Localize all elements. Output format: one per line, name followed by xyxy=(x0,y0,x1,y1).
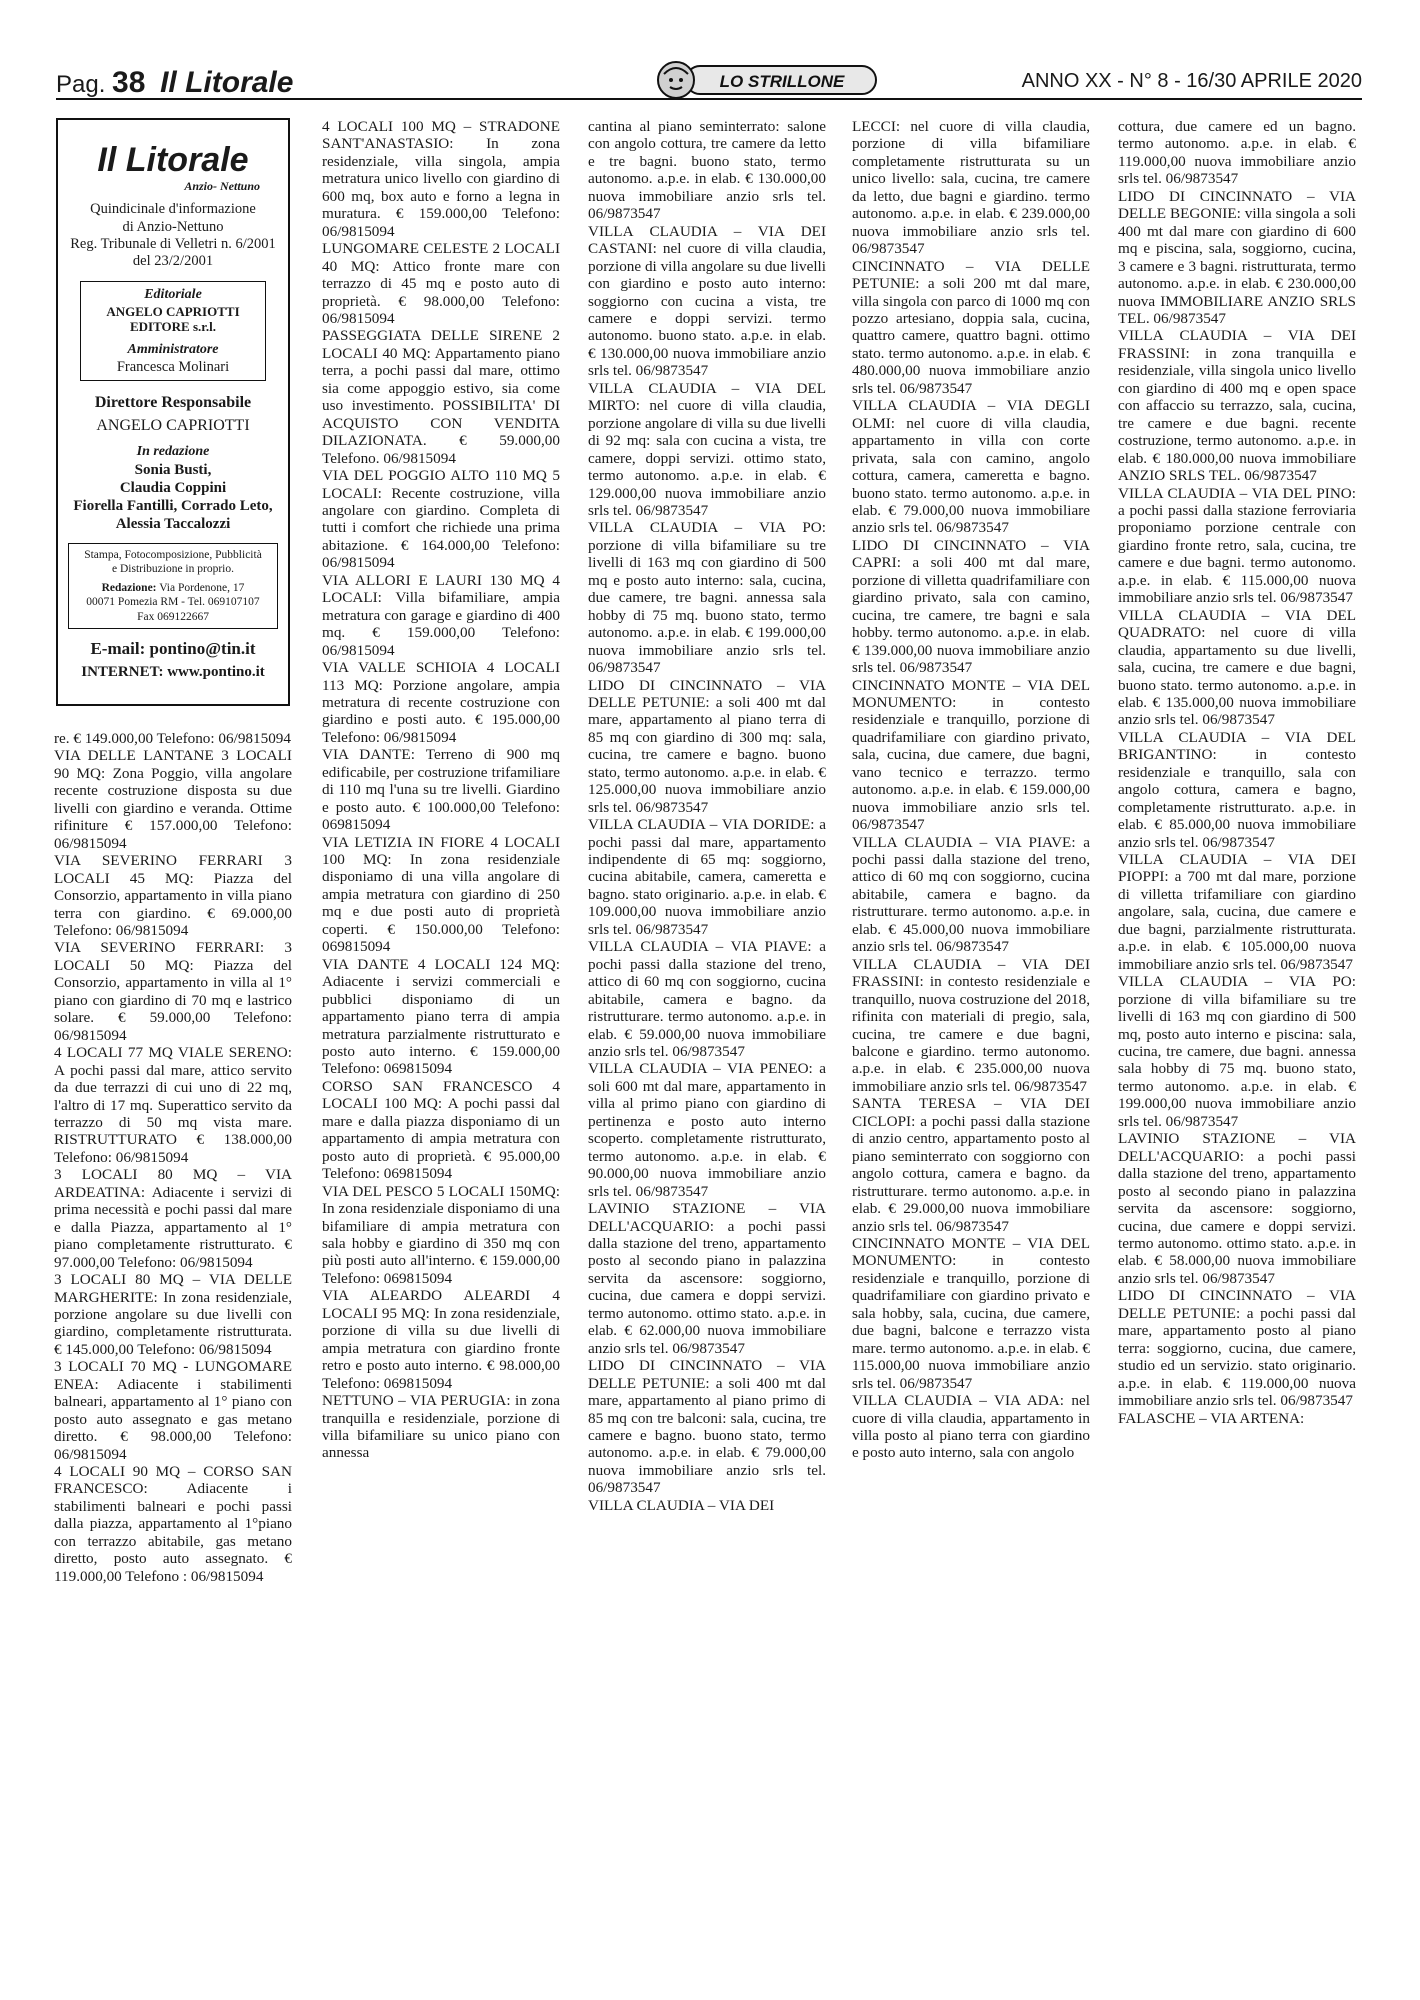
paper-name: Il Litorale xyxy=(160,66,294,99)
amministratore-label: Amministratore xyxy=(127,341,219,357)
classified-ad: LUNGOMARE CELESTE 2 LOCALI 40 MQ: Attico fronte mare con terrazzo di 45 mq e posto auto di proprietà. € 98.000,00 Telefono: 06/9815094 xyxy=(322,240,560,327)
classified-ad: cantina al piano seminterrato: salone con angolo cottura, tre camere da letto e tre bagni. buono stato, termo autonomo. a.p.e. in elab. € 130.000,00 nuova immobiliare anzio srls tel. 06/9873547 xyxy=(588,118,826,223)
classified-ad: VILLA CLAUDIA – VIA PIAVE: a pochi passi dalla stazione del treno, attico di 60 mq con soggiorno, cucina abitabile, camera e bagno. da ristrutturare. termo autonomo. a.p.e. in elab. € 45.000,00 nuova immobiliare anzio srls tel. 06/9873547 xyxy=(852,833,1090,956)
classified-ad: VILLA CLAUDIA – VIA DEI FRASSINI: in zona tranquilla e residenziale, villa singola unico livello con giardino di 400 mq e open space con affaccio su terrazzo, sala, cucina, tre camere e due bagni. recente costruzione, termo autonomo. a.p.e. in elab. € 180.000,00 nuova immobiliare ANZIO SRLS TEL. 06/9873547 xyxy=(1118,327,1356,485)
stampa-1: Stampa, Fotocomposizione, Pubblicità xyxy=(84,549,262,562)
classified-ad: VILLA CLAUDIA – VIA DEGLI OLMI: nel cuore di villa claudia, appartamento in villa con corte privata, sala con camino, angolo cottura, camera, cameretta e bagno. buono stato. termo autonomo. a.p.e. in elab. € 79.000,00 nuova immobiliare anzio srls tel. 06/9873547 xyxy=(852,397,1090,537)
masthead-info-4: del 23/2/2001 xyxy=(132,253,214,270)
direttore-label: Direttore Responsabile xyxy=(94,393,252,411)
classified-ad: 4 LOCALI 100 MQ – STRADONE SANT'ANASTASIO: In zona residenziale, villa singola, ampia metratura unico livello con giardino di 600 mq, box auto e forno a legna in muratura. € 159.000,00 Telefono: 06/9815094 xyxy=(322,118,560,240)
classified-ad: VIA SEVERINO FERRARI 3 LOCALI 45 MQ: Piazza del Consorzio, appartamento in villa piano terra con giardino. € 69.000,00 Telefono: 06/9815094 xyxy=(54,852,292,939)
classified-ad: VIA LETIZIA IN FIORE 4 LOCALI 100 MQ: In zona residenziale disponiamo di una villa angolare di ampia metratura con giardino di 250 mq e due posti auto di proprietà coperti. € 150.000,00 Telefono: 069815094 xyxy=(322,833,560,956)
classified-ad: VILLA CLAUDIA – VIA ADA: nel cuore di villa claudia, appartamento in villa posto al piano terra con giardino e posto auto interno, sala con angolo xyxy=(852,1392,1090,1462)
masthead-subtitle: Anzio- Nettuno xyxy=(184,178,260,193)
column-4 xyxy=(852,118,1090,1958)
classified-ad: FALASCHE – VIA ARTENA: xyxy=(1118,1409,1305,1427)
column-3 xyxy=(588,118,826,1958)
internet-line: INTERNET: www.pontino.it xyxy=(81,664,265,681)
classified-ad: VIA DANTE: Terreno di 900 mq edificabile, per costruzione trifamiliare di 110 mq l'una su tre livelli. Giardino e posto auto. € 100.000,00 Telefono: 069815094 xyxy=(322,746,560,834)
classified-ad: VIA DELLE LANTANE 3 LOCALI 90 MQ: Zona Poggio, villa angolare recente costruzione disposta su due livelli con giardino e veranda. Ottime rifiniture € 157.000,00 Telefono: 06/9815094 xyxy=(54,747,292,852)
classified-ad: 3 LOCALI 80 MQ – VIA ARDEATINA: Adiacente i servizi di prima necessità e pochi passi dal mare e dalla Piazza, appartamento al 1° piano completamente ristrutturato. € 97.000,00 Telefono: 06/9815094 xyxy=(54,1166,292,1271)
classified-ad: LIDO DI CINCINNATO – VIA DELLE BEGONIE: villa singola a soli 400 mt dal mare con giardino di 600 mq e piscina, sala, soggiorno, cucina, 3 camere e 3 bagni. ristrutturata, termo autonomo. a.p.e. in elab. € 230.000,00 nuova IMMOBILIARE ANZIO SRLS TEL. 06/9873547 xyxy=(1118,187,1356,327)
classified-ad: 4 LOCALI 77 MQ VIALE SERENO: A pochi passi dal mare, attico servito da due terrazzi di cui uno di 22 mq, l'altro di 17 mq. Superattico servito da terrazzo di 50 mq vista mare. RISTRUTTURATO € 138.000,00 Telefono: 06/9815094 xyxy=(54,1044,292,1166)
redazione-addr: Via Pordenone, 17 xyxy=(159,581,245,594)
masthead-info-2: di Anzio-Nettuno xyxy=(122,218,224,235)
classified-ad: VILLA CLAUDIA – VIA DEI xyxy=(588,1496,775,1514)
classified-ad: VILLA CLAUDIA – VIA PENEO: a soli 600 mt dal mare, appartamento in villa al primo piano con giardino di pertinenza e posto auto interno scoperto. completamente ristrutturato, termo autonomo. a.p.e. in elab. € 90.000,00 nuova immobiliare anzio srls tel. 06/9873547 xyxy=(588,1060,826,1200)
page-number: 38 xyxy=(112,66,146,99)
redazione-label: In redazione xyxy=(136,444,210,460)
editoriale-label: Editoriale xyxy=(144,286,202,302)
classified-ad: VILLA CLAUDIA – VIA PO: porzione di villa bifamiliare su tre livelli di 163 mq con giardino di 500 mq e posto auto interno: sala, cucina, due camere, tre bagni. annessa sala hobby di 75 mq. buono stato, termo autonomo. a.p.e. in elab. € 199.000,00 nuova immobiliare anzio srls tel. 06/9873547 xyxy=(588,519,826,677)
classified-ad: VIA DEL PESCO 5 LOCALI 150MQ: In zona residenziale disponiamo di una bifamiliare di ampia metratura con sala hobby e giardino di 350 mq con più posti auto all'interno. € 159.000,00 Telefono: 069815094 xyxy=(322,1182,560,1287)
column-5 xyxy=(1118,118,1356,1958)
logo-text: LO STRILLONE xyxy=(719,72,845,91)
page-number-block xyxy=(56,66,293,100)
classified-ad: VIA VALLE SCHIOIA 4 LOCALI 113 MQ: Porzione angolare, ampia metratura di recente costruzione con giardino e posti auto. € 195.000,00 Telefono: 06/9815094 xyxy=(322,659,560,746)
classified-ad: VILLA CLAUDIA – VIA DEL PINO: a pochi passi dalla stazione ferroviaria proponiamo porzione centrale con giardino fronte retro, sala, cucina, tre camere e due bagni. termo autonomo. a.p.e. in elab. € 115.000,00 nuova immobiliare anzio srls tel. 06/9873547 xyxy=(1118,484,1356,607)
classified-ad: LAVINIO STAZIONE – VIA DELL'ACQUARIO: a pochi passi dalla stazione del treno, appartamento posto al secondo piano in palazzina servita da ascensore: soggiorno, cucina, due camera e doppi servizi. termo autonomo. ottimo stato. a.p.e. in elab. € 62.000,00 nuova immobiliare anzio srls tel. 06/9873547 xyxy=(588,1200,826,1357)
page-header xyxy=(56,62,1362,100)
direttore-name: ANGELO CAPRIOTTI xyxy=(96,417,250,435)
classified-ad: VILLA CLAUDIA – VIA DEI FRASSINI: in contesto residenziale e tranquillo, nuova costruzione del 2018, rifinita con materiali di pregio, sala, cucina, tre camere e due bagni, balcone e giardino. termo autonomo. a.p.e. in elab. € 235.000,00 nuova immobiliare anzio srls tel. 06/9873547 xyxy=(852,955,1090,1095)
classified-ad: LIDO DI CINCINNATO – VIA CAPRI: a soli 400 mt dal mare, porzione di villetta quadrifamiliare con giardino privato, sala con camino, cucina, tre camere, tre bagni e sala hobby. termo autonomo. a.p.e. in elab. € 139.000,00 nuova immobiliare anzio srls tel. 06/9873547 xyxy=(852,536,1090,677)
pag-label: Pag. xyxy=(56,71,106,98)
classified-ad: LAVINIO STAZIONE – VIA DELL'ACQUARIO: a pochi passi dalla stazione del treno, appartamento posto al secondo piano in palazzina servita da ascensore: soggiorno, cucina, due camere e doppi servizi. termo autonomo. ottimo stato. a.p.e. in elab. € 58.000,00 nuova immobiliare anzio srls tel. 06/9873547 xyxy=(1118,1130,1356,1287)
classified-ad: LIDO DI CINCINNATO – VIA DELLE PETUNIE: a soli 400 mt dal mare, appartamento al piano primo di 85 mq con tre balconi: sala, cucina, tre camere e bagno. buono stato, termo autonomo. a.p.e. in elab. € 79.000,00 nuova immobiliare anzio srls tel. 06/9873547 xyxy=(588,1357,826,1497)
classified-ad: 4 LOCALI 90 MQ – CORSO SAN FRANCESCO: Adiacente i stabilimenti balneari e pochi passi dalla piazza, appartamento al 1°piano con terrazzo abitabile, gas metano diretto, posto auto assegnato. € 119.000,00 Telefono : 06/9815094 xyxy=(54,1463,292,1585)
masthead-title: Il Litorale xyxy=(97,141,249,179)
redazione-addr-label: Redazione: xyxy=(101,581,157,594)
redazione-name-2: Claudia Coppini xyxy=(119,480,227,497)
classified-ad: NETTUNO – VIA PERUGIA: in zona tranquilla e residenziale, porzione di villa bifamiliare su unico piano con annessa xyxy=(322,1392,560,1462)
classified-ad: VIA ALLORI E LAURI 130 MQ 4 LOCALI: Villa bifamiliare, ampia metratura con garage e giardino di 400 mq. € 159.000,00 Telefono: 06/9815094 xyxy=(322,571,560,659)
classified-ad: CINCINNATO MONTE – VIA DEL MONUMENTO: in contesto residenziale e tranquillo, porzione di quadrifamiliare con giardino privato, sala, cucina, due camere, due bagni, vano tecnico e terrazzo. termo autonomo. a.p.e. in elab. € 159.000,00 nuova immobiliare anzio srls tel. 06/9873547 xyxy=(852,676,1090,834)
classified-ad: VILLA CLAUDIA – VIA DEL MIRTO: nel cuore di villa claudia, porzione angolare di villa su due livelli di 92 mq: sala con cucina a vista, tre camere, doppi servizi. ottimo stato, termo autonomo. a.p.e. in elab. € 129.000,00 nuova immobiliare anzio srls tel. 06/9873547 xyxy=(588,379,826,519)
stampa-2: e Distribuzione in proprio. xyxy=(111,563,234,576)
contact-box xyxy=(68,543,278,629)
editor-box xyxy=(80,281,266,381)
classified-ad: 3 LOCALI 80 MQ – VIA DELLE MARGHERITE: In zona residenziale, porzione angolare su due livelli con giardino, completamente ristrutturata. € 145.000,00 Telefono: 06/9815094 xyxy=(54,1271,292,1358)
classified-ad: VILLA CLAUDIA – VIA DORIDE: a pochi passi dal mare, appartamento indipendente di 65 mq: soggiorno, cucina abitabile, camera, cameretta e bagno. stato originario. a.p.e. in elab. € 109.000,00 nuova immobiliare anzio srls tel. 06/9873547 xyxy=(588,816,826,938)
email-line: E-mail: pontino@tin.it xyxy=(90,638,256,658)
classified-ad: LIDO DI CINCINNATO – VIA DELLE PETUNIE: a soli 400 mt dal mare, appartamento al piano terra di 85 mq con giardino di 300 mq: sala, cucina, tre camere e bagno. buono stato, termo autonomo. a.p.e. in elab. € 125.000,00 nuova immobiliare anzio srls tel. 06/9873547 xyxy=(588,676,826,816)
redazione-name-4: Alessia Taccalozzi xyxy=(115,516,231,533)
lo-strillone-logo xyxy=(652,58,884,102)
classified-ad: CINCINNATO MONTE – VIA DEL MONUMENTO: in contesto residenziale e tranquillo, porzione di quadrifamiliare con giardino privato e sala hobby, sala, cucina, due camere, due bagni, balcone e terrazzo vista mare. termo autonomo. a.p.e. in elab. € 115.000,00 nuova immobiliare anzio srls tel. 06/9873547 xyxy=(852,1235,1090,1392)
classified-ad: VILLA CLAUDIA – VIA DEL QUADRATO: nel cuore di villa claudia, appartamento su due livelli, sala, cucina, tre camere e due bagni, buono stato. termo autonomo. a.p.e. in elab. € 135.000,00 nuova immobiliare anzio srls tel. 06/9873547 xyxy=(1118,606,1356,729)
amministratore-name: Francesca Molinari xyxy=(116,358,230,375)
fax-line: Fax 069122667 xyxy=(137,610,209,623)
classified-ad: LECCI: nel cuore di villa claudia, porzione di villa bifamiliare completamente ristrutturata su un unico livello: sala, cucina, tre camere da letto, due bagni e giardino. termo autonomo. a.p.e. in elab. € 239.000,00 nuova immobiliare anzio srls tel. 06/9873547 xyxy=(852,118,1090,258)
classified-ad: cottura, due camere ed un bagno. termo autonomo. a.p.e. in elab. € 119.000,00 nuova immobiliare anzio srls tel. 06/9873547 xyxy=(1118,118,1356,188)
classified-ad: LIDO DI CINCINNATO – VIA DELLE PETUNIE: a pochi passi dal mare, appartamento posto al piano terra: soggiorno, cucina, due camere, studio ed un servizio. stato originario. a.p.e. in elab. € 119.000,00 nuova immobiliare anzio srls tel. 06/9873547 xyxy=(1118,1287,1356,1410)
classified-ad: 3 LOCALI 70 MQ - LUNGOMARE ENEA: Adiacente i stabilimenti balneari, appartamento al 1° piano con posto auto assegnato e gas metano diretto. € 98.000,00 Telefono: 06/9815094 xyxy=(54,1358,292,1463)
classified-ad: SANTA TERESA – VIA DEI CICLOPI: a pochi passi dalla stazione di anzio centro, appartamento posto al piano seminterrato con soggiorno con angolo cottura, camera e bagno. da ristrutturare. termo autonomo. a.p.e. in elab. € 29.000,00 nuova immobiliare anzio srls tel. 06/9873547 xyxy=(852,1095,1090,1235)
classified-ad: CINCINNATO – VIA DELLE PETUNIE: a soli 200 mt dal mare, villa singola con parco di 1000 mq con pozzo artesiano, doppia sala, cucina, quattro camere, quattro bagni. ottimo stato. termo autonomo. a.p.e. in elab. € 480.000,00 nuova immobiliare anzio srls tel. 06/9873547 xyxy=(852,257,1090,397)
masthead-box xyxy=(56,118,290,706)
classified-ad: VILLA CLAUDIA – VIA PIAVE: a pochi passi dalla stazione del treno, attico di 60 mq con soggiorno, cucina abitabile, camera e bagno. da ristrutturare. termo autonomo. a.p.e. in elab. € 59.000,00 nuova immobiliare anzio srls tel. 06/9873547 xyxy=(588,938,826,1061)
classified-ad: VILLA CLAUDIA – VIA DEI PIOPPI: a 700 mt dal mare, porzione di villetta trifamiliare con giardino angolare, sala, cucina, due camere e due bagni, parzialmente ristrutturata. a.p.e. in elab. € 105.000,00 nuova immobiliare anzio srls tel. 06/9873547 xyxy=(1118,851,1356,973)
classified-ad: re. € 149.000,00 Telefono: 06/9815094 xyxy=(54,730,291,747)
classified-ad: VIA SEVERINO FERRARI: 3 LOCALI 50 MQ: Piazza del Consorzio, appartamento in villa al 1° piano con giardino di 70 mq e lastrico solare. € 59.000,00 Telefono: 06/9815094 xyxy=(54,939,292,1044)
column-1 xyxy=(54,730,292,1940)
redazione-name-3: Fiorella Fantilli, Corrado Leto, xyxy=(73,498,273,515)
classified-ad: VIA ALEARDO ALEARDI 4 LOCALI 95 MQ: In zona residenziale, porzione di villa su due livelli di ampia metratura con giardino fronte retro e posto auto interno. € 98.000,00 Telefono: 069815094 xyxy=(322,1287,560,1392)
masthead-info-1: Quindicinale d'informazione xyxy=(90,201,256,218)
classified-ad: CORSO SAN FRANCESCO 4 LOCALI 100 MQ: A pochi passi dal mare e dalla piazza disponiamo di un appartamento di ampia metratura con posto auto di proprietà. € 95.000,00 Telefono: 069815094 xyxy=(322,1077,560,1183)
redazione-name-1: Sonia Busti, xyxy=(134,462,212,479)
address-line: 00071 Pomezia RM - Tel. 069107107 xyxy=(86,596,260,609)
classified-ad: VIA DEL POGGIO ALTO 110 MQ 5 LOCALI: Recente costruzione, villa angolare con giardino. Completa di tutti i comfort che richiede una prima abitazione. € 164.000,00 Telefono: 06/9815094 xyxy=(322,467,560,572)
issue-info: ANNO XX - N° 8 - 16/30 APRILE 2020 xyxy=(1021,70,1362,92)
classified-ad: VIA DANTE 4 LOCALI 124 MQ: Adiacente i servizi commerciali e pubblici disponiamo di un appartamento piano terra di ampia metratura parzialmente ristrutturato e posto auto interno. € 159.000,00 Telefono: 069815094 xyxy=(322,955,560,1078)
column-2 xyxy=(322,118,560,1958)
classified-ad: VILLA CLAUDIA – VIA DEI CASTANI: nel cuore di villa claudia, porzione di villa angolare su due livelli con giardino e posto auto interno: soggiorno con cucina a vista, tre camere e doppi servizi. termo autonomo. buono stato. a.p.e. in elab. € 130.000,00 nuova immobiliare anzio srls tel. 06/9873547 xyxy=(588,222,826,380)
classified-ad: VILLA CLAUDIA – VIA PO: porzione di villa bifamiliare su tre livelli di 163 mq con giardino di 500 mq, posto auto interno e piscina: sala, cucina, tre camere, due bagni. annessa sala hobby di 75 mq. buono stato, termo autonomo. a.p.e. in elab. € 199.000,00 nuova immobiliare anzio srls tel. 06/9873547 xyxy=(1118,973,1356,1130)
classified-ad: PASSEGGIATA DELLE SIRENE 2 LOCALI 40 MQ: Appartamento piano terra, a pochi passi dal mare, ottimo sia come appoggio estivo, sia come uso investimento. POSSIBILITA' DI ACQUISTO CON VENDITA DILAZIONATA. € 59.000,00 Telefono. 06/9815094 xyxy=(322,327,560,467)
classified-ad: VILLA CLAUDIA – VIA DEL BRIGANTINO: in contesto residenziale e tranquillo, sala con angolo cottura, camera e bagno, completamente ristrutturato. a.p.e. in elab. € 85.000,00 nuova immobiliare anzio srls tel. 06/9873547 xyxy=(1118,728,1356,851)
editoriale-name: ANGELO CAPRIOTTI EDITORE s.r.l. xyxy=(106,303,240,335)
masthead-info-3: Reg. Tribunale di Velletri n. 6/2001 xyxy=(70,235,276,252)
